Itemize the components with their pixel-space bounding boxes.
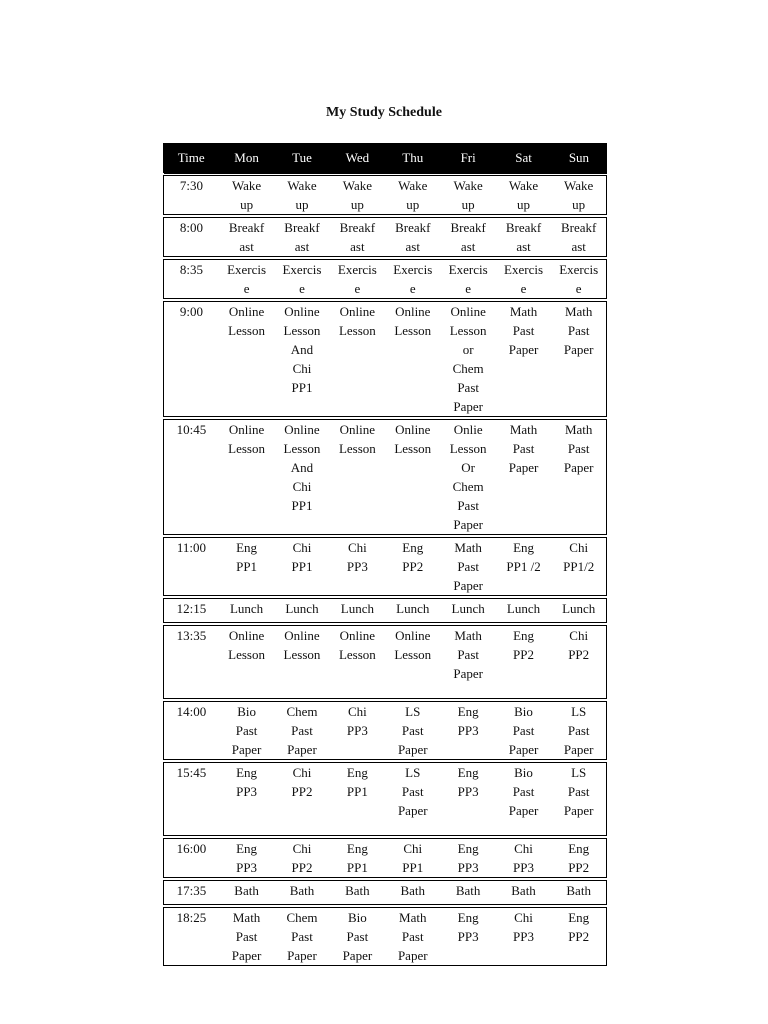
schedule-cell-thu <box>385 258 440 300</box>
time-label: 8:35 <box>179 262 203 277</box>
schedule-cell-tue <box>274 300 329 418</box>
schedule-cell-thu <box>385 624 440 700</box>
activity-label: Wake up <box>342 178 372 212</box>
activity-label: Exercis e <box>282 262 322 296</box>
activity-label: Bath <box>566 883 591 898</box>
schedule-cell-sun <box>551 300 606 418</box>
activity-label: Math Past Paper <box>508 422 539 475</box>
activity-label: Online Lesson And Chi PP1 <box>283 422 321 513</box>
activity-label: Eng PP3 <box>457 910 479 944</box>
column-header-fri: Fri <box>440 144 495 175</box>
schedule-cell-mon <box>219 597 274 624</box>
schedule-cell-sun <box>551 761 606 837</box>
schedule-cell-sat <box>496 174 551 216</box>
schedule-cell-fri <box>440 624 495 700</box>
schedule-cell-wed <box>330 258 385 300</box>
schedule-cell-tue <box>274 418 329 536</box>
activity-label: Math Past Paper <box>563 422 594 475</box>
activity-label: Online Lesson <box>338 304 376 338</box>
schedule-cell-sun <box>551 536 606 597</box>
activity-label: Chi PP1 <box>291 540 313 574</box>
schedule-cell-sun <box>551 418 606 536</box>
schedule-cell-tue <box>274 761 329 837</box>
schedule-cell-fri <box>440 906 495 966</box>
schedule-cell-sun <box>551 174 606 216</box>
activity-label: Online Lesson <box>228 628 265 662</box>
time-cell <box>164 418 219 536</box>
column-header-wed: Wed <box>330 144 385 175</box>
activity-label: Eng PP1 /2 <box>506 540 541 574</box>
table-row <box>164 879 607 906</box>
activity-label: Online Lesson <box>338 422 376 456</box>
activity-label: Math Past Paper <box>563 304 594 357</box>
time-label: 14:00 <box>176 704 207 719</box>
activity-label: Eng PP2 <box>402 540 424 574</box>
activity-label: Eng PP3 <box>236 765 258 799</box>
activity-label: Online Lesson <box>394 304 432 338</box>
activity-label: Online Lesson <box>228 422 265 456</box>
column-header-mon: Mon <box>219 144 274 175</box>
column-header-time: Time <box>164 144 219 175</box>
schedule-cell-wed <box>330 906 385 966</box>
activity-label: Chi PP3 <box>513 910 535 944</box>
schedule-cell-sun <box>551 216 606 258</box>
schedule-cell-sun <box>551 700 606 761</box>
schedule-cell-tue <box>274 879 329 906</box>
time-label: 9:00 <box>179 304 203 319</box>
activity-label: Chi PP3 <box>346 704 368 738</box>
time-label: 17:35 <box>176 883 207 898</box>
activity-label: Bio Past Paper <box>508 765 539 818</box>
activity-label: Math Past Paper <box>397 910 428 963</box>
schedule-cell-sat <box>496 624 551 700</box>
table-row <box>164 700 607 761</box>
activity-label: Lunch <box>451 601 485 616</box>
schedule-cell-wed <box>330 879 385 906</box>
schedule-cell-mon <box>219 174 274 216</box>
time-cell <box>164 536 219 597</box>
schedule-cell-sat <box>496 879 551 906</box>
schedule-cell-sun <box>551 879 606 906</box>
schedule-cell-thu <box>385 837 440 879</box>
activity-label: Chi PP2 <box>568 628 590 662</box>
activity-label: LS Past Paper <box>397 765 428 818</box>
schedule-cell-fri <box>440 418 495 536</box>
schedule-cell-tue <box>274 624 329 700</box>
time-cell <box>164 300 219 418</box>
schedule-cell-wed <box>330 418 385 536</box>
schedule-cell-sat <box>496 761 551 837</box>
schedule-cell-mon <box>219 216 274 258</box>
schedule-cell-tue <box>274 597 329 624</box>
activity-label: Lunch <box>229 601 264 616</box>
schedule-cell-wed <box>330 837 385 879</box>
table-row <box>164 536 607 597</box>
schedule-cell-wed <box>330 174 385 216</box>
schedule-cell-fri <box>440 536 495 597</box>
column-header-sun: Sun <box>551 144 606 175</box>
column-header-thu: Thu <box>385 144 440 175</box>
activity-label: Eng PP3 <box>457 765 479 799</box>
activity-label: Eng PP2 <box>568 841 590 875</box>
table-row <box>164 418 607 536</box>
time-label: 15:45 <box>176 765 207 780</box>
activity-label: LS Past Paper <box>397 704 428 757</box>
activity-label: Chi PP3 <box>346 540 368 574</box>
activity-label: Math Past Paper <box>453 628 483 681</box>
table-row <box>164 216 607 258</box>
schedule-cell-thu <box>385 597 440 624</box>
activity-label: Eng PP3 <box>457 704 479 738</box>
activity-label: Exercis e <box>337 262 377 296</box>
activity-label: Breakf ast <box>450 220 486 254</box>
schedule-cell-mon <box>219 300 274 418</box>
schedule-cell-tue <box>274 906 329 966</box>
activity-label: Wake up <box>508 178 539 212</box>
activity-label: Breakf ast <box>284 220 320 254</box>
time-label: 8:00 <box>179 220 203 235</box>
activity-label: Eng PP1 <box>346 841 368 875</box>
column-header-sat: Sat <box>496 144 551 175</box>
schedule-cell-sun <box>551 624 606 700</box>
schedule-table <box>163 143 607 966</box>
header-row <box>164 144 607 175</box>
activity-label: Eng PP1 <box>346 765 368 799</box>
activity-label: Eng PP3 <box>457 841 479 875</box>
activity-label: Bath <box>400 883 426 898</box>
activity-label: Bio Past Paper <box>231 704 262 757</box>
activity-label: Breakf ast <box>339 220 376 254</box>
schedule-cell-tue <box>274 536 329 597</box>
schedule-cell-sun <box>551 597 606 624</box>
activity-label: Breakf ast <box>228 220 265 254</box>
schedule-cell-sat <box>496 418 551 536</box>
time-cell <box>164 879 219 906</box>
activity-label: Eng PP2 <box>513 628 535 662</box>
schedule-cell-tue <box>274 837 329 879</box>
activity-label: Math Past Paper <box>453 540 483 593</box>
activity-label: Lunch <box>396 601 430 616</box>
activity-label: Online Lesson <box>283 628 321 662</box>
schedule-cell-wed <box>330 761 385 837</box>
schedule-cell-mon <box>219 258 274 300</box>
activity-label: Chi PP1/2 <box>563 540 595 574</box>
schedule-cell-thu <box>385 216 440 258</box>
schedule-cell-sun <box>551 837 606 879</box>
table-row <box>164 597 607 624</box>
activity-label: Chi PP2 <box>291 841 313 875</box>
schedule-cell-wed <box>330 624 385 700</box>
activity-label: Chem Past Paper <box>286 704 318 757</box>
activity-label: Exercis e <box>559 262 599 296</box>
time-label: 10:45 <box>176 422 207 437</box>
time-label: 16:00 <box>176 841 207 856</box>
schedule-cell-thu <box>385 300 440 418</box>
activity-label: Math Past Paper <box>508 304 539 357</box>
schedule-cell-sat <box>496 536 551 597</box>
activity-label: Online Lesson <box>394 628 432 662</box>
time-cell <box>164 700 219 761</box>
schedule-cell-mon <box>219 879 274 906</box>
activity-label: Lunch <box>506 601 541 616</box>
time-cell <box>164 216 219 258</box>
schedule-cell-fri <box>440 700 495 761</box>
activity-label: Eng PP3 <box>236 841 258 875</box>
activity-label: Bath <box>455 883 481 898</box>
activity-label: Eng PP1 <box>236 540 258 574</box>
activity-label: LS Past Paper <box>563 704 594 757</box>
time-cell <box>164 906 219 966</box>
activity-label: Chem Past Paper <box>286 910 318 963</box>
activity-label: Bio Past Paper <box>508 704 539 757</box>
table-row <box>164 174 607 216</box>
activity-label: Wake up <box>287 178 317 212</box>
schedule-cell-sun <box>551 906 606 966</box>
schedule-cell-tue <box>274 700 329 761</box>
schedule-cell-mon <box>219 700 274 761</box>
schedule-cell-mon <box>219 761 274 837</box>
schedule-cell-fri <box>440 837 495 879</box>
activity-label: Wake up <box>453 178 483 212</box>
activity-label: Breakf ast <box>560 220 597 254</box>
schedule-cell-sat <box>496 300 551 418</box>
schedule-cell-sat <box>496 258 551 300</box>
schedule-cell-thu <box>385 418 440 536</box>
activity-label: Exercis e <box>393 262 433 296</box>
column-header-tue: Tue <box>274 144 329 175</box>
schedule-cell-fri <box>440 258 495 300</box>
activity-label: Eng PP2 <box>568 910 590 944</box>
schedule-cell-fri <box>440 300 495 418</box>
activity-label: Breakf ast <box>395 220 431 254</box>
table-body <box>164 174 607 966</box>
schedule-cell-fri <box>440 174 495 216</box>
schedule-cell-wed <box>330 536 385 597</box>
activity-label: LS Past Paper <box>563 765 594 818</box>
activity-label: Bio Past Paper <box>342 910 373 963</box>
table-row <box>164 300 607 418</box>
schedule-cell-sat <box>496 597 551 624</box>
schedule-cell-sat <box>496 700 551 761</box>
activity-label: Online Lesson <box>338 628 376 662</box>
time-cell <box>164 597 219 624</box>
schedule-cell-tue <box>274 174 329 216</box>
schedule-cell-mon <box>219 418 274 536</box>
schedule-cell-fri <box>440 216 495 258</box>
schedule-cell-mon <box>219 536 274 597</box>
table-row <box>164 624 607 700</box>
schedule-cell-sat <box>496 837 551 879</box>
activity-label: Wake up <box>398 178 428 212</box>
activity-label: Bath <box>345 883 370 898</box>
activity-label: Exercis e <box>227 262 267 296</box>
page-title: My Study Schedule <box>326 105 442 120</box>
activity-label: Chi PP3 <box>513 841 535 875</box>
schedule-cell-sat <box>496 906 551 966</box>
table-row <box>164 761 607 837</box>
schedule-cell-thu <box>385 906 440 966</box>
schedule-cell-thu <box>385 761 440 837</box>
time-cell <box>164 624 219 700</box>
schedule-cell-fri <box>440 761 495 837</box>
activity-label: Breakf ast <box>505 220 542 254</box>
activity-label: Chi PP2 <box>291 765 313 799</box>
activity-label: Online Lesson or Chem Past Paper <box>449 304 487 414</box>
schedule-cell-mon <box>219 624 274 700</box>
activity-label: Math Past Paper <box>231 910 262 963</box>
schedule-cell-wed <box>330 597 385 624</box>
time-cell <box>164 174 219 216</box>
schedule-cell-thu <box>385 174 440 216</box>
activity-label: Bath <box>234 883 259 898</box>
activity-label: Lunch <box>562 601 596 616</box>
activity-label: Wake up <box>231 178 262 212</box>
schedule-cell-sun <box>551 258 606 300</box>
table-row <box>164 906 607 966</box>
activity-label: Onlie Lesson Or Chem Past Paper <box>449 422 487 532</box>
schedule-cell-mon <box>219 906 274 966</box>
schedule-cell-fri <box>440 597 495 624</box>
schedule-cell-wed <box>330 216 385 258</box>
activity-label: Lunch <box>285 601 319 616</box>
time-label: 18:25 <box>176 910 207 925</box>
activity-label: Online Lesson <box>228 304 265 338</box>
time-cell <box>164 837 219 879</box>
activity-label: Online Lesson And Chi PP1 <box>283 304 321 395</box>
time-label: 7:30 <box>179 178 203 193</box>
activity-label: Exercis e <box>504 262 544 296</box>
schedule-cell-wed <box>330 700 385 761</box>
time-label: 13:35 <box>176 628 207 643</box>
activity-label: Online Lesson <box>394 422 432 456</box>
schedule-cell-tue <box>274 258 329 300</box>
schedule-cell-fri <box>440 879 495 906</box>
table-row <box>164 837 607 879</box>
activity-label: Bath <box>511 883 536 898</box>
schedule-cell-thu <box>385 879 440 906</box>
time-cell <box>164 761 219 837</box>
schedule-cell-thu <box>385 700 440 761</box>
time-label: 12:15 <box>176 601 207 616</box>
schedule-cell-thu <box>385 536 440 597</box>
schedule-cell-sat <box>496 216 551 258</box>
schedule-cell-tue <box>274 216 329 258</box>
schedule-cell-mon <box>219 837 274 879</box>
schedule-cell-wed <box>330 300 385 418</box>
activity-label: Wake up <box>564 178 594 212</box>
table-row <box>164 258 607 300</box>
time-cell <box>164 258 219 300</box>
time-label: 11:00 <box>176 540 207 555</box>
activity-label: Chi PP1 <box>402 841 424 875</box>
activity-label: Bath <box>289 883 315 898</box>
activity-label: Lunch <box>340 601 374 616</box>
activity-label: Exercis e <box>448 262 488 296</box>
